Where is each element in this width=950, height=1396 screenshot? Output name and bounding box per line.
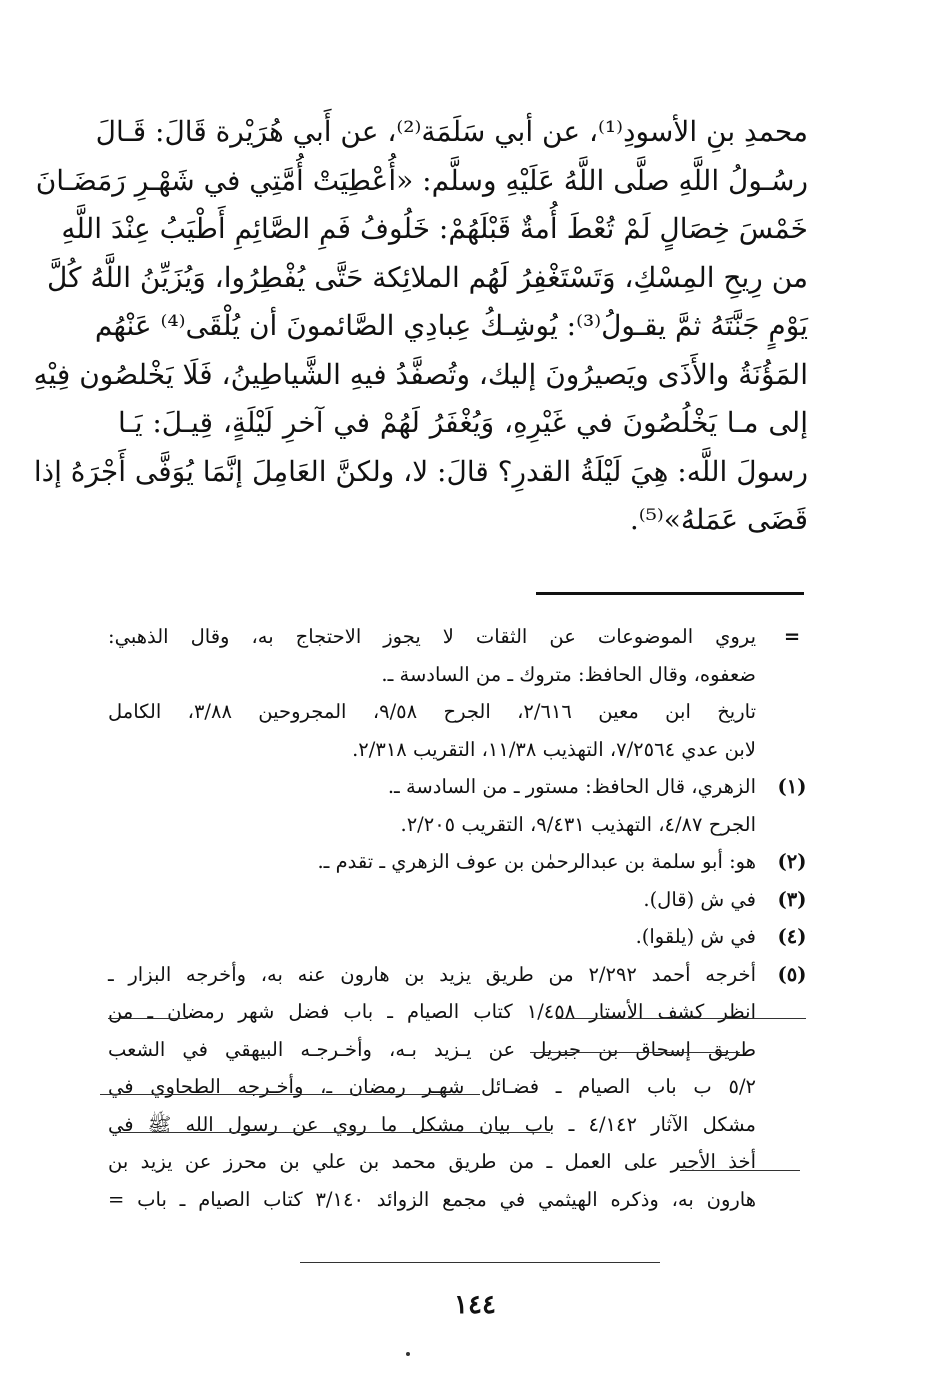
footnote-marker: (٥) (777, 962, 807, 986)
handwritten-underline (530, 1052, 740, 1053)
handwritten-underline (680, 1170, 800, 1171)
main-text-line: خَمْسَ خِصَالٍ لَمْ تُعْطَ أُمةٌ قَبْلَهُمْ: خَلُوفُ فَمِ الصَّائِمِ أَطْيَبُ عِنْدَ اللَّهِ (61, 212, 808, 245)
main-hadith-text (33, 108, 808, 545)
footnote-marker: (١) (777, 775, 807, 798)
main-text-line: المَؤُنَةُ والأَذَى ويَصيرُونَ إليك، وتُصفَّدُ فيهِ الشَّياطِينُ، فَلَا يَخْلصُون فِيْهِ (33, 357, 808, 391)
print-speck (406, 1352, 410, 1356)
footnote-line: الجرح ٤/٨٧، التهذيب ٩/٤٣١، التقريب ٢/٢٠٥. (400, 812, 756, 836)
footnote-line: ٥/٢ ب باب الصيام ـ فضـائل شهـر رمضان ـ، وأخـرجه الطحاوي في (108, 1075, 756, 1098)
footnote-line: يروي الموضوعات عن الثقات لا يجوز الاحتجاج به، وقال الذهبي: (108, 625, 756, 648)
footnote-line: أخذ الأجير على العمل ـ من طريق محمد بن علي بن محرز عن يزيد بن (108, 1150, 756, 1173)
main-text-line: رسولَ اللَّه: هِيَ لَيْلَةُ القدرِ؟ قالَ: لا، ولكنَّ العَامِلَ إنَّمَا يُوَفَّى أَجْرَهُ إذا (33, 454, 808, 488)
handwritten-underline (556, 1018, 806, 1019)
footnote-4 (108, 918, 812, 956)
footnote-marker: (٣) (777, 887, 807, 911)
footnote-separator-rule (536, 592, 804, 595)
handwritten-underline (108, 1018, 188, 1019)
footnote-line: الزهري، قال الحافظ: مستور ـ من السادسة ـ. (387, 775, 756, 798)
page-number: ١٤٤ (454, 1290, 496, 1320)
footnote-line: مشكل الآثار ٤/١٤٢ ـ باب بيان مشكل ما روي عن رسول الله ﷺ في (108, 1112, 756, 1136)
footnote-5 (108, 956, 812, 1219)
footnote-line: في ش (يلقوا). (635, 925, 756, 948)
footnote-line: تاريخ ابن معين ٢/٦١٦، الجرح ٩/٥٨، المجروحين ٣/٨٨، الكامل (108, 700, 757, 723)
footnote-marker: (٢) (777, 850, 807, 873)
footnote-marker: (٤) (777, 925, 807, 948)
footnote-line: طريق إسحاق بن جبريل عن يـزيد بـه، وأخـرجـه البيهقي في الشعب (108, 1037, 756, 1061)
handwritten-underline (100, 1094, 480, 1095)
footnote-3 (108, 881, 812, 919)
footnote-line: هو: أبو سلمة بن عبدالرحمٰن بن عوف الزهري ـ تقدم ـ. (317, 850, 756, 873)
main-text-line: إلى مـا يَخْلُصُونَ في غَيْرِهِ، وَيُغْفَرُ لَهُمْ في آخرِ لَيْلَةٍ، قِيـلَ: يَـا (118, 406, 808, 439)
main-text-line: قَضَى عَمَلهُ»⁽⁵⁾. (629, 503, 808, 536)
handwritten-underline (120, 1132, 550, 1133)
handwritten-underline (300, 1262, 660, 1263)
footnote-2 (108, 843, 812, 881)
footnote-line: في ش (قال). (643, 887, 756, 911)
main-text-line: من رِيحِ المِسْكِ، وَتَسْتَغْفِرُ لَهُم الملائِكة حَتَّى يُفْطِرُوا، وَيُزَيِّنُ اللَّهُ كُلَّ (46, 260, 808, 294)
main-text-line: رسُـولُ اللَّهِ صلَّى اللَّهُ عَلَيْهِ وسلَّم: «أُعْطِيَتْ أُمَّتِي في شَهْـرِ رَمَضَـانَ (35, 163, 808, 197)
footnote-marker: = (783, 625, 801, 648)
footnote-continuation (108, 618, 812, 768)
footnote-line: هارون به، وذكره الهيثمي في مجمع الزوائد ٣/١٤٠ كتاب الصيام ـ باب = (108, 1187, 756, 1211)
footnote-line: ضعفوه، وقال الحافظ: متروك ـ من السادسة ـ. (381, 662, 756, 686)
main-text-line: محمدِ بنِ الأسودِ⁽¹⁾، عن أبي سَلَمَة⁽²⁾، عن أَبي هُرَيْرة قَالَ: قَـالَ (95, 115, 808, 148)
main-text-line: يَوْمٍ جَنَّتَهُ ثمَّ يقـولُ⁽³⁾: يُوشِـكُ عِبادِي الصَّائمونَ أن يُلْقَى⁽⁴⁾ عَنْهُم (94, 309, 808, 342)
footnotes-section (108, 618, 812, 1218)
footnote-1 (108, 768, 812, 843)
footnote-line: أخرجه أحمد ٢/٢٩٢ من طريق يزيد بن هارون عنه به، وأخرجه البزار ـ (108, 962, 756, 986)
footnote-line: انظر كشف الأستار ١/٤٥٨ كتاب الصيام ـ باب فضل شهر رمضان ـ من (108, 1000, 757, 1023)
footnote-line: لابن عدي ٧/٢٥٦٤، التهذيب ١١/٣٨، التقريب ٢/٣١٨. (352, 737, 756, 761)
